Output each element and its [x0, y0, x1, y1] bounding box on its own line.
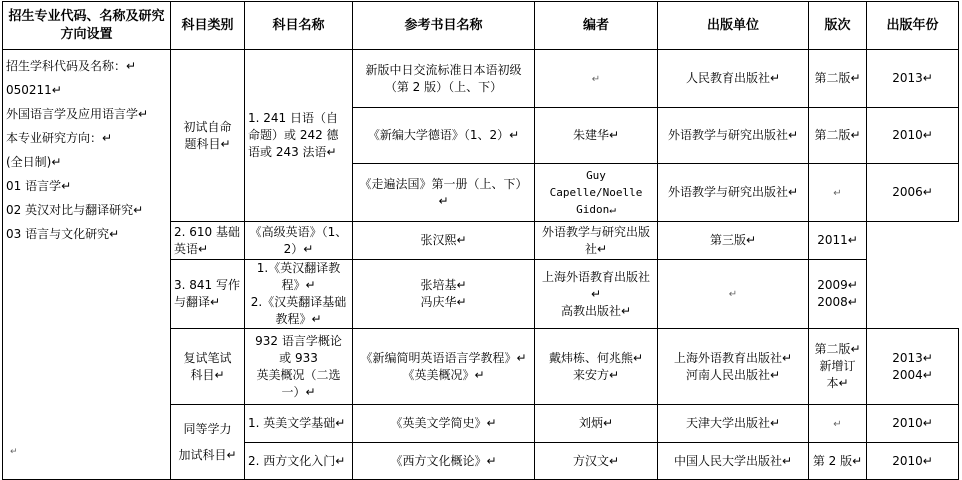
- program-line: 01 语言学↵: [6, 179, 72, 193]
- year-cell: 2006↵: [867, 164, 959, 222]
- category-retest: [171, 329, 245, 405]
- author-line: Guy: [586, 169, 606, 182]
- edition-text: ↵: [833, 418, 842, 430]
- publisher-cell: 天津大学出版社↵: [658, 405, 809, 443]
- author-cell: [535, 329, 658, 405]
- year-cell: 2010↵: [867, 405, 959, 443]
- book-cell: 《英美文学简史》↵: [353, 405, 535, 443]
- category-initial: [171, 50, 245, 222]
- author-cell: 朱建华↵: [535, 108, 658, 164]
- year-cell: 2011↵: [809, 222, 867, 260]
- subject-cell: 1. 241 日语（自命题）或 242 德语或 243 法语↵: [245, 50, 353, 222]
- year-line: 2008↵: [817, 295, 858, 309]
- author-line: 来安方↵: [572, 367, 620, 382]
- subject-cell: 2. 西方文化入门↵: [245, 443, 353, 480]
- publisher-cell: [658, 329, 809, 405]
- author-line: Capelle/Noelle: [549, 186, 643, 199]
- edition-cell: [809, 164, 867, 222]
- program-line: 招生学科代码及名称：↵: [6, 59, 137, 73]
- publisher-cell: 中国人民大学出版社↵: [658, 443, 809, 480]
- category-line: 初试自命: [183, 119, 232, 134]
- edition-cell: [658, 260, 809, 329]
- paragraph-mark: ↵: [10, 447, 18, 457]
- book-cell: [353, 329, 535, 405]
- author-cell: [535, 164, 658, 222]
- year-cell: 2010↵: [867, 443, 959, 480]
- publisher-cell: 外语教学与研究出版社↵: [535, 222, 658, 260]
- author-line: 戴炜栋、何兆熊↵: [548, 350, 644, 365]
- publisher-line: 高教出版社↵: [560, 303, 632, 318]
- program-line: 本专业研究方向：↵: [6, 131, 113, 145]
- author-cell: 方汉文↵: [535, 443, 658, 480]
- subject-cell: 2. 610 基础英语↵: [171, 222, 245, 260]
- edition-cell: 第三版↵: [658, 222, 809, 260]
- year-cell: [867, 329, 959, 405]
- header-edition: 版次: [809, 2, 867, 50]
- author-line: 张培基↵: [420, 278, 467, 292]
- program-line: 050211↵: [6, 83, 62, 97]
- header-publisher: 出版单位: [658, 2, 809, 50]
- edition-line: 第二版↵: [814, 342, 861, 356]
- edition-cell: [809, 405, 867, 443]
- edition-line: 本↵: [826, 376, 849, 390]
- table-row: [3, 50, 959, 108]
- year-line: 2004↵: [892, 367, 933, 382]
- year-cell: [809, 260, 867, 329]
- publisher-line: 河南人民出版社↵: [685, 367, 781, 382]
- subject-cell: 3. 841 写作与翻译↵: [171, 260, 245, 329]
- author-cell: [353, 260, 535, 329]
- edition-cell: 第 2 版↵: [809, 443, 867, 480]
- edition-cell: 第二版↵: [809, 50, 867, 108]
- book-cell: 《西方文化概论》↵: [353, 443, 535, 480]
- book-cell: [245, 260, 353, 329]
- author-text: ↵: [591, 73, 601, 85]
- publisher-cell: 人民教育出版社↵: [658, 50, 809, 108]
- header-program: 招生专业代码、名称及研究方向设置: [3, 2, 171, 50]
- book-line: 《新编简明英语语言学教程》↵: [360, 350, 527, 365]
- header-year: 出版年份: [867, 2, 959, 50]
- subject-cell: 1. 英美文学基础↵: [245, 405, 353, 443]
- category-line: 加试科目↵: [178, 448, 237, 462]
- book-cell: 《高级英语》（1、2）↵: [245, 222, 353, 260]
- program-line: (全日制)↵: [6, 155, 62, 169]
- subject-cell: [245, 329, 353, 405]
- author-line: 冯庆华↵: [420, 295, 467, 309]
- year-cell: 2010↵: [867, 108, 959, 164]
- book-line: 《英美概况》↵: [402, 367, 485, 382]
- program-line: 02 英汉对比与翻译研究↵: [6, 203, 144, 217]
- edition-text: ↵: [833, 187, 842, 199]
- publisher-cell: 外语教学与研究出版社↵: [658, 164, 809, 222]
- book-line: 1.《英汉翻译教程》↵: [256, 261, 341, 292]
- publisher-cell: 外语教学与研究出版社↵: [658, 108, 809, 164]
- category-line: 同等学力: [183, 422, 232, 436]
- category-line: 题科目↵: [184, 136, 231, 151]
- book-cell: 新版中日交流标准日本语初级（第 2 版）（上、下）: [353, 50, 535, 108]
- category-line: 科目↵: [190, 367, 225, 382]
- subject-line: 932 语言学概论: [255, 333, 342, 348]
- header-category: 科目类别: [171, 2, 245, 50]
- book-cell: 《走遍法国》第一册（上、下）↵: [353, 164, 535, 222]
- publisher-cell: [535, 260, 658, 329]
- year-line: 2009↵: [817, 278, 858, 292]
- book-line: 2.《汉英翻译基础教程》↵: [250, 295, 347, 326]
- category-equivalent: [171, 405, 245, 480]
- author-cell: 张汉熙↵: [353, 222, 535, 260]
- author-cell: [535, 50, 658, 108]
- header-subject: 科目名称: [245, 2, 353, 50]
- subject-line: 或 933: [279, 350, 318, 365]
- header-book: 参考书目名称: [353, 2, 535, 50]
- program-line: 03 语言与文化研究↵: [6, 227, 120, 241]
- program-line: 外国语言学及应用语言学↵: [6, 107, 149, 121]
- edition-cell: [809, 329, 867, 405]
- author-cell: 刘炳↵: [535, 405, 658, 443]
- subject-line: 英美概况（二选一）↵: [256, 367, 341, 399]
- book-cell: 《新编大学德语》（1、2）↵: [353, 108, 535, 164]
- header-row: [3, 2, 959, 50]
- category-line: 复试笔试: [183, 350, 232, 365]
- publisher-line: 上海外语教育出版社↵: [541, 269, 650, 301]
- year-cell: 2013↵: [867, 50, 959, 108]
- edition-text: ↵: [728, 289, 738, 300]
- program-info-cell: [3, 50, 171, 480]
- reference-book-table: [2, 1, 959, 480]
- publisher-line: 上海外语教育出版社↵: [673, 350, 793, 365]
- edition-line: 新增订: [819, 359, 856, 373]
- edition-cell: 第二版↵: [809, 108, 867, 164]
- header-author: 编者: [535, 2, 658, 50]
- author-line: Gidon↵: [576, 203, 616, 216]
- year-line: 2013↵: [892, 350, 933, 365]
